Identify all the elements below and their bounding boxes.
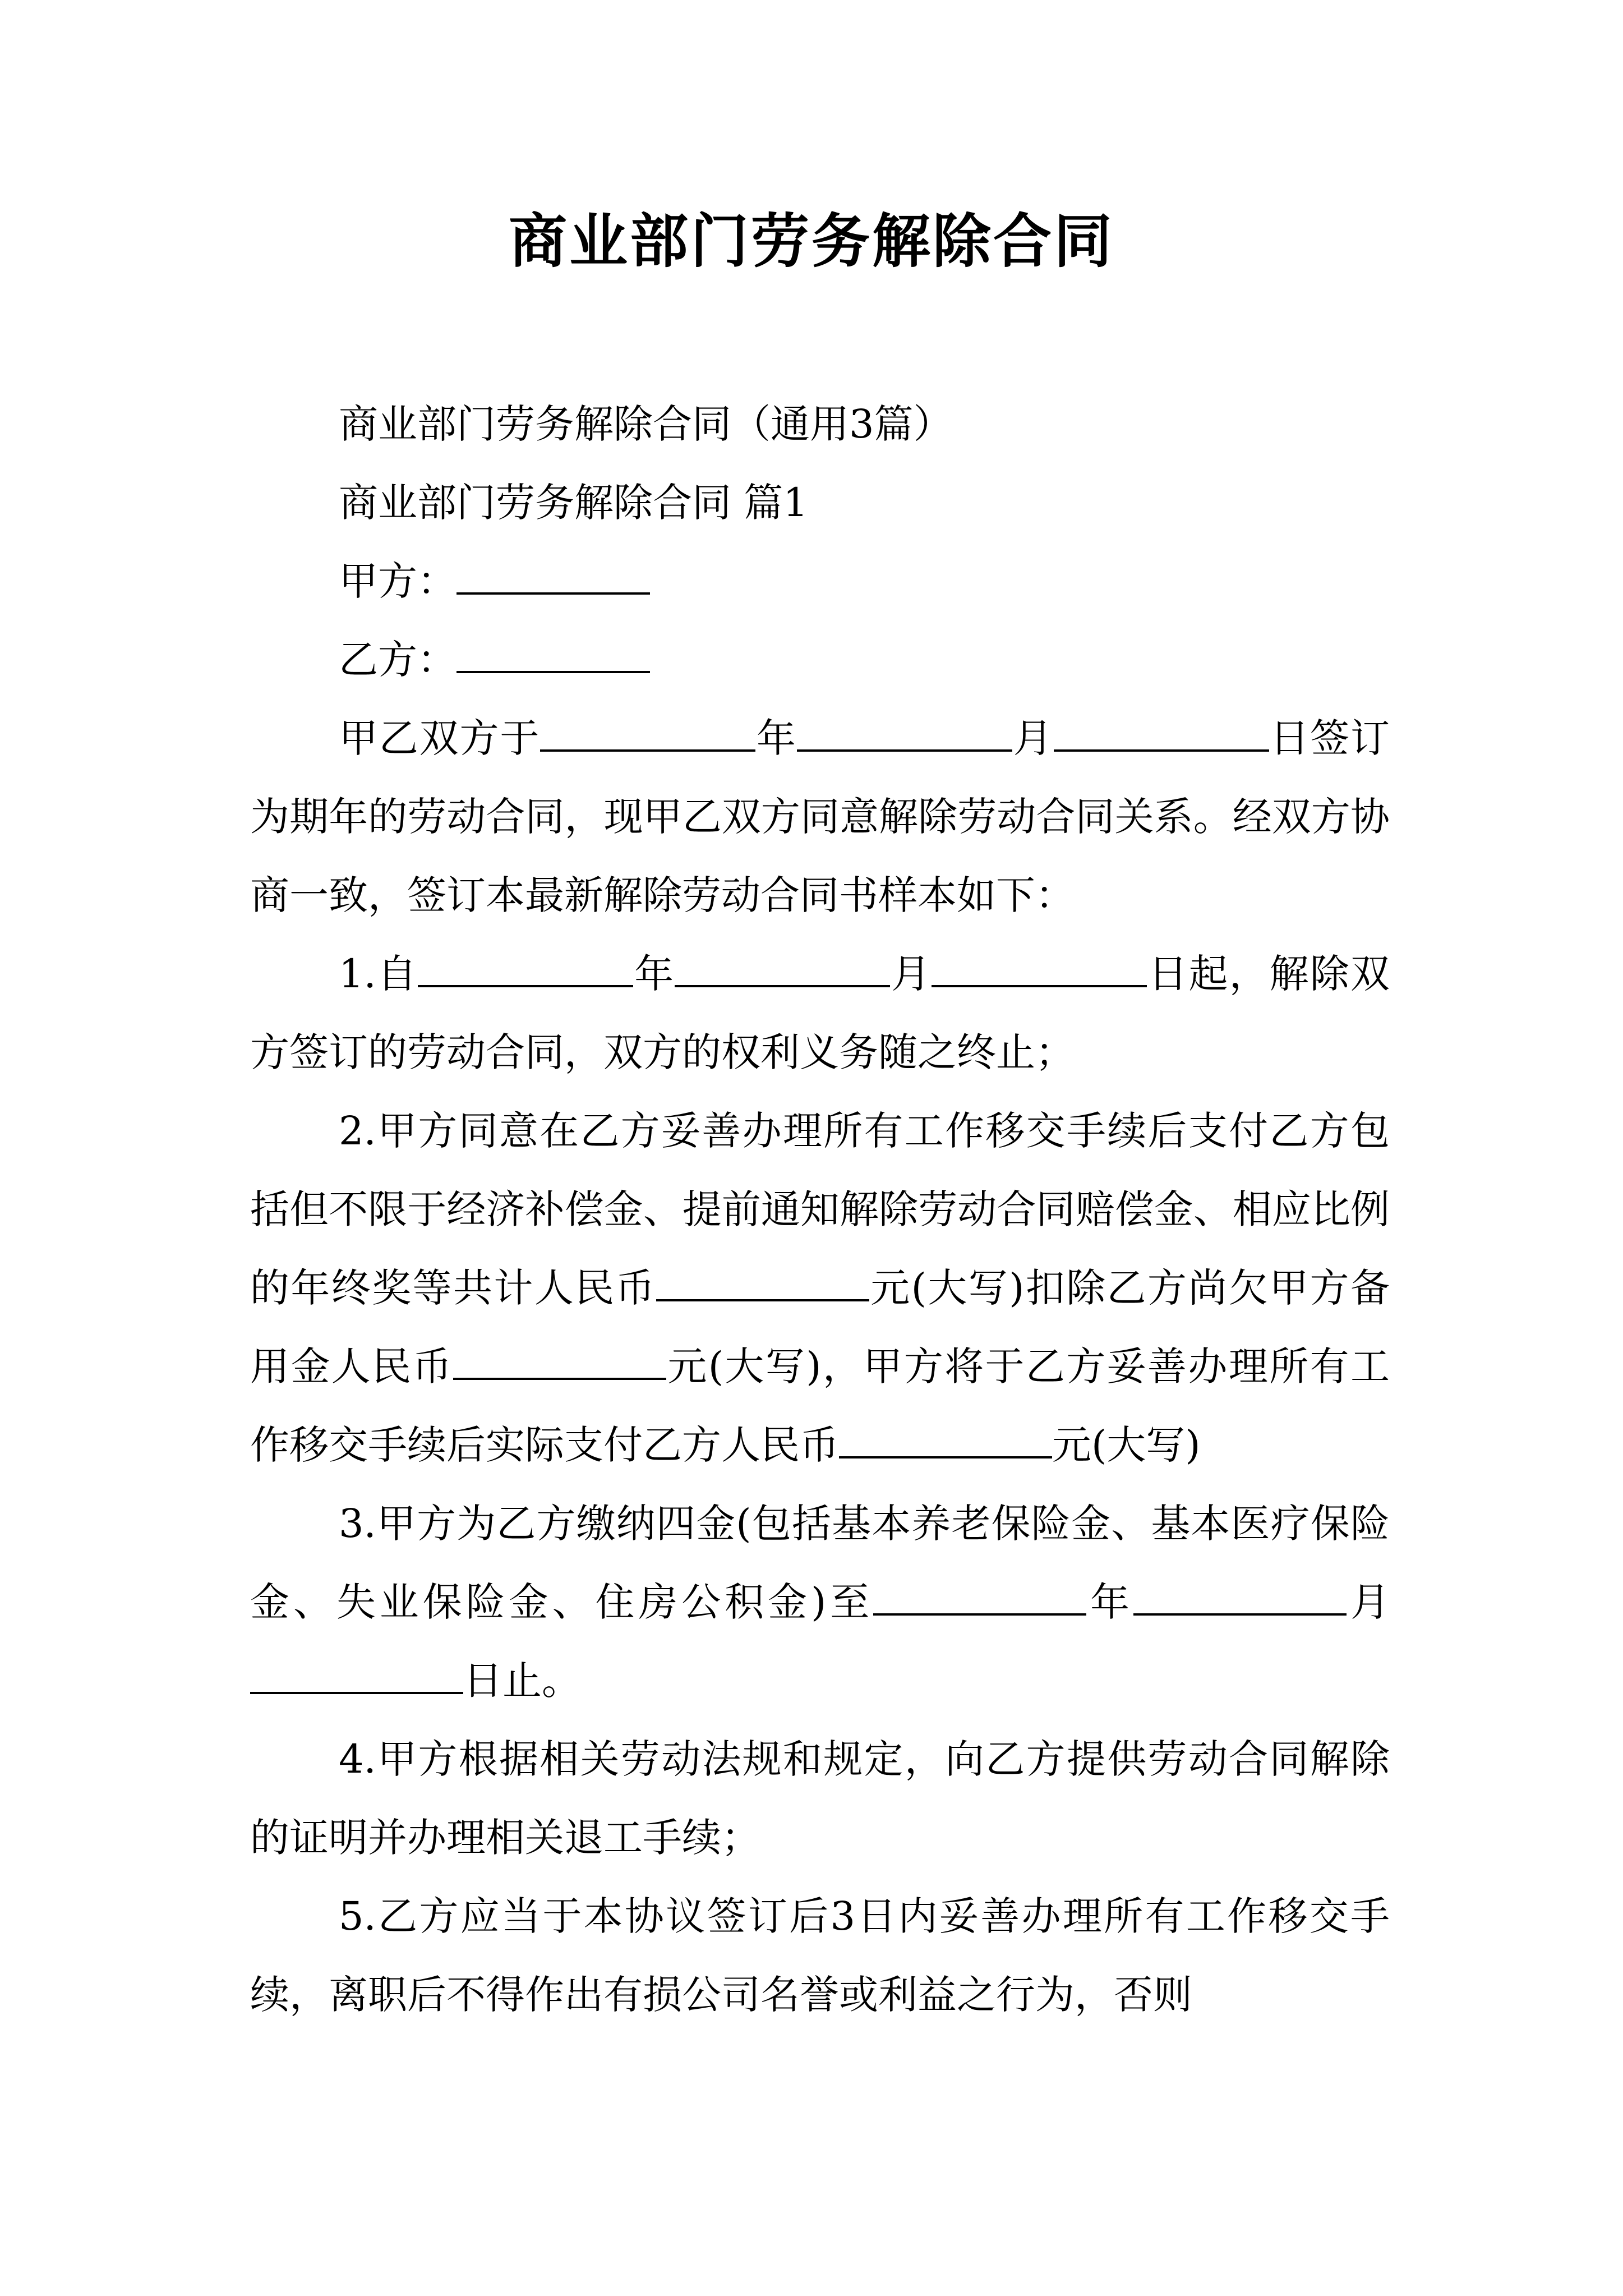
clause-3 [250, 1484, 1390, 1720]
clause-2-deduct-blank [453, 1342, 666, 1380]
subtitle-line: 商业部门劳务解除合同（通用3篇） [339, 401, 953, 447]
intro-paragraph [250, 699, 1390, 935]
clause-1-rest: 日起，解除双方签订的劳动合同，双方的权利义务随之终止； [250, 951, 1390, 1075]
clause-2-text-c: 元(大写)，甲方将于乙方妥善办理所有工作移交手续后实际支付乙方人民币 [250, 1343, 1390, 1468]
clause-2-actual-blank [839, 1421, 1052, 1458]
clause-1-year-label: 年 [633, 951, 675, 997]
intro-year-label: 年 [755, 715, 797, 761]
intro-year-blank [540, 714, 755, 752]
clause-1-day-blank [932, 950, 1147, 987]
intro-day-blank [1054, 714, 1269, 752]
clause-2-text-b: 元(大写)扣除乙方尚欠甲方备用金人民币 [250, 1265, 1390, 1389]
clause-1 [250, 935, 1390, 1092]
clause-3-year-blank [873, 1578, 1086, 1616]
party-b-label: 乙方： [339, 637, 457, 683]
clause-2-text-a: 2.甲方同意在乙方妥善办理所有工作移交手续后支付乙方包括但不限于经济补偿金、提前通知解除劳动合同赔偿金、相应比例的年终奖等共计人民币 [250, 1108, 1390, 1311]
intro-month-blank [797, 714, 1012, 752]
clause-4: 4.甲方根据相关劳动法规和规定，向乙方提供劳动合同解除的证明并办理相关退工手续； [250, 1736, 1390, 1861]
clause-5: 5.乙方应当于本协议签订后3日内妥善办理所有工作移交手续，离职后不得作出有损公司名誉或利益之行为，否则 [250, 1893, 1390, 2018]
party-a-line [250, 542, 1390, 620]
clause-1-start: 1.自 [339, 951, 418, 997]
document-title: 商业部门劳务解除合同 [508, 206, 1114, 275]
clause-3-month-label: 月 [1347, 1579, 1390, 1625]
party-b-line [250, 620, 1390, 699]
party-a-label: 甲方： [339, 558, 457, 604]
clause-3-rest: 日止。 [463, 1658, 581, 1704]
clause-3-year-label: 年 [1086, 1579, 1134, 1625]
clause-3-text-a: 3.甲方为乙方缴纳四金(包括基本养老保险金、基本医疗保险金、失业保险金、住房公积金)至 [250, 1501, 1390, 1625]
party-b-blank [457, 636, 650, 673]
clause-1-year-blank [418, 950, 633, 987]
clause-2-total-blank [656, 1264, 869, 1301]
clause-3-month-blank [1133, 1578, 1347, 1616]
clause-2-text-d: 元(大写) [1052, 1422, 1201, 1468]
party-a-blank [457, 557, 650, 595]
intro-text-2: 日签订为期年的劳动合同，现甲乙双方同意解除劳动合同关系。经双方协商一致，签订本最新解除劳动合同书样本如下： [250, 715, 1390, 918]
clause-2 [250, 1092, 1390, 1484]
intro-text-1: 甲乙双方于 [339, 715, 541, 761]
intro-month-label: 月 [1012, 715, 1054, 761]
document-body [250, 385, 1390, 2034]
section-heading: 商业部门劳务解除合同 篇1 [339, 480, 808, 526]
clause-3-day-blank [250, 1657, 463, 1694]
clause-1-month-label: 月 [890, 951, 932, 997]
clause-1-month-blank [675, 950, 890, 987]
